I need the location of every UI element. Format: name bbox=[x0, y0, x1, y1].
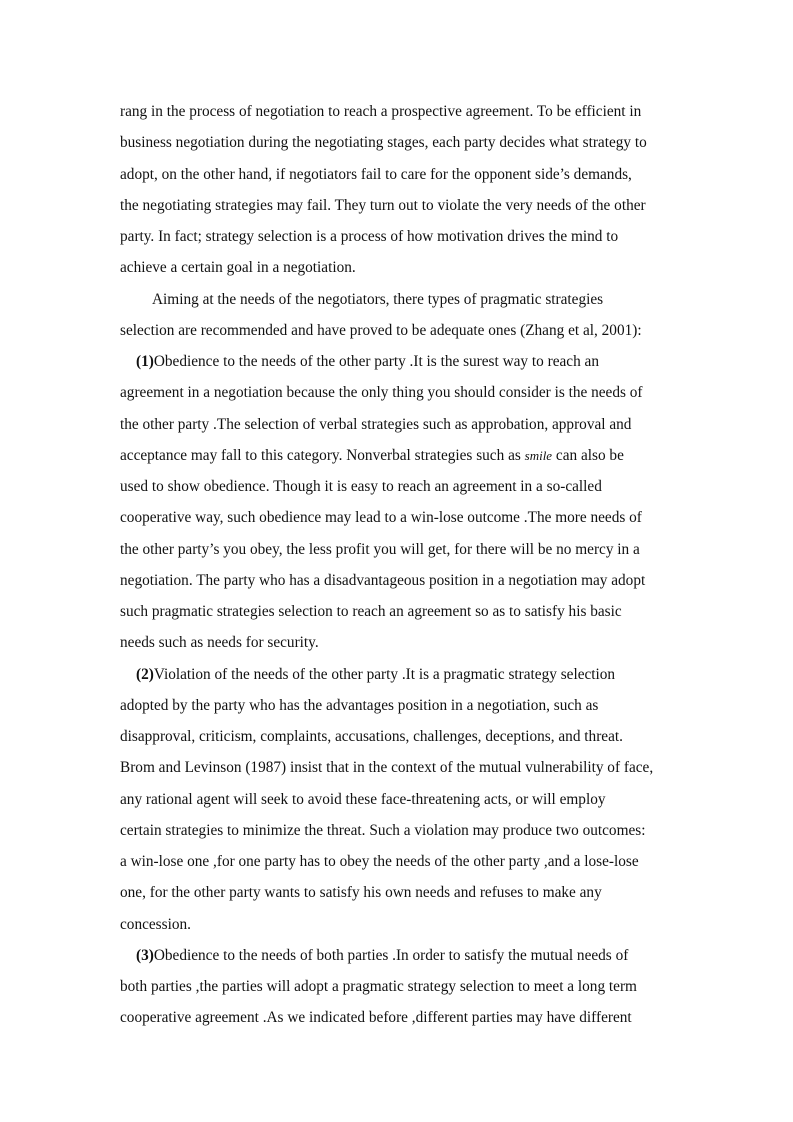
list-item-first-line bbox=[120, 659, 680, 690]
text-line: needs such as needs for security. bbox=[120, 634, 319, 652]
text-line: certain strategies to minimize the threat. Such a violation may produce two outcomes: bbox=[120, 821, 646, 839]
text-line: adopted by the party who has the advantages position in a negotiation, such as bbox=[120, 696, 599, 714]
text-line: such pragmatic strategies selection to reach an agreement so as to satisfy his basic bbox=[120, 603, 622, 620]
body-text bbox=[120, 96, 680, 1034]
text-segment: can also be bbox=[552, 446, 624, 464]
text-line: a win-lose one ,for one party has to obey the needs of the other party ,and a lose-lose bbox=[120, 853, 639, 870]
text-line: agreement in a negotiation because the only thing you should consider is the needs of bbox=[120, 384, 643, 402]
text-line: the negotiating strategies may fail. They turn out to violate the very needs of the other bbox=[120, 196, 646, 214]
text-line: rang in the process of negotiation to reach a prospective agreement. To be efficient in bbox=[120, 103, 642, 120]
text-line: party. In fact; strategy selection is a process of how motivation drives the mind to bbox=[120, 228, 619, 245]
item-number: (1) bbox=[136, 353, 154, 370]
text-line: any rational agent will seek to avoid these face-threatening acts, or will employ bbox=[120, 790, 606, 808]
item-number: (3) bbox=[136, 946, 154, 964]
item-number: (2) bbox=[136, 665, 154, 683]
text-line: achieve a certain goal in a negotiation. bbox=[120, 259, 356, 277]
text-line: one, for the other party wants to satisfy his own needs and refuses to make any bbox=[120, 884, 602, 902]
item-text: Violation of the needs of the other party .It is a pragmatic strategy selection bbox=[153, 665, 616, 683]
list-item-first-line bbox=[120, 346, 680, 377]
text-line: business negotiation during the negotiating stages, each party decides what strategy to bbox=[120, 134, 647, 152]
text-line: disapproval, criticism, complaints, accusations, challenges, deceptions, and threat. bbox=[120, 728, 623, 745]
text-line: Aiming at the needs of the negotiators, there types of pragmatic strategies bbox=[152, 290, 604, 308]
list-item-first-line bbox=[120, 940, 680, 971]
item-text: Obedience to the needs of the other party .It is the surest way to reach an bbox=[153, 353, 599, 370]
text-line: both parties ,the parties will adopt a pragmatic strategy selection to meet a long term bbox=[120, 978, 637, 995]
item-text: Obedience to the needs of both parties .In order to satisfy the mutual needs of bbox=[153, 946, 629, 964]
text-line: cooperative way, such obedience may lead to a win-lose outcome .The more needs of bbox=[120, 509, 642, 527]
text-line: negotiation. The party who has a disadvantageous position in a negotiation may adopt bbox=[120, 571, 646, 589]
text-line: selection are recommended and have proved to be adequate ones (Zhang et al, 2001): bbox=[120, 321, 642, 339]
text-line: cooperative agreement .As we indicated before ,different parties may have different bbox=[120, 1009, 632, 1027]
text-line: used to show obedience. Though it is easy to reach an agreement in a so-called bbox=[120, 478, 602, 495]
text-segment: acceptance may fall to this category. Nonverbal strategies such as bbox=[120, 446, 525, 464]
text-line: the other party .The selection of verbal strategies such as approbation, approval and bbox=[120, 415, 632, 433]
text-line: Brom and Levinson (1987) insist that in the context of the mutual vulnerability of face, bbox=[120, 759, 654, 777]
text-line: concession. bbox=[120, 915, 191, 933]
emphasis-word: smile bbox=[524, 447, 553, 463]
text-line: the other party’s you obey, the less profit you will get, for there will be no mercy in a bbox=[120, 540, 640, 558]
text-line: adopt, on the other hand, if negotiators fail to care for the opponent side’s demands, bbox=[120, 165, 632, 183]
text-line bbox=[120, 440, 680, 471]
